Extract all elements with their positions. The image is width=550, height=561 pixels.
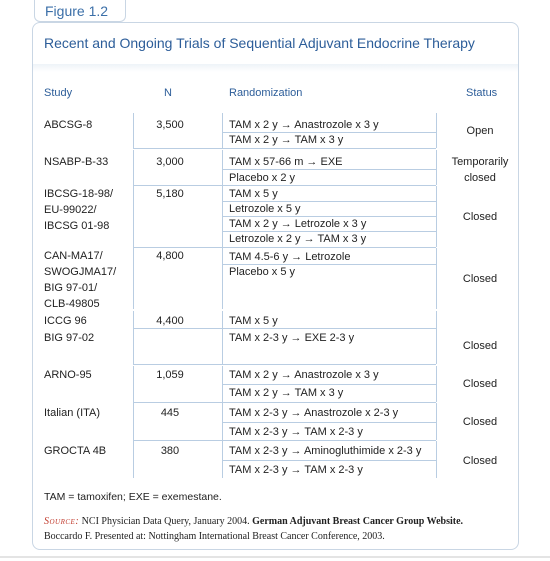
row-divider	[133, 364, 436, 365]
randomization-arm: TAM x 57-66 m → EXE	[229, 156, 343, 168]
column-divider	[133, 248, 134, 309]
randomization-arm: TAM x 2 y → Anastrozole x 3 y	[229, 369, 379, 381]
column-divider	[133, 403, 134, 440]
randomization-arm: TAM 4.5-6 y → Letrozole	[229, 251, 351, 263]
row-divider	[133, 148, 436, 149]
column-divider	[222, 113, 223, 148]
trial-status: Closed	[462, 378, 498, 390]
row-divider	[133, 328, 436, 329]
enrollment-n: 4,800	[156, 250, 184, 262]
randomization-arm: TAM x 2 y → TAM x 3 y	[229, 387, 344, 399]
study-name: ICCG 96	[44, 315, 87, 327]
column-divider	[133, 113, 134, 148]
column-divider	[436, 248, 437, 309]
column-divider	[436, 311, 437, 328]
arm-divider	[223, 460, 436, 461]
column-divider	[133, 366, 134, 402]
enrollment-n: 4,400	[156, 315, 184, 327]
arm-divider	[223, 384, 436, 385]
arm-divider	[223, 216, 436, 217]
study-name: GROCTA 4B	[44, 445, 107, 457]
page-bottom-rule	[0, 556, 550, 558]
study-name: EU-99022/	[44, 204, 97, 216]
source-text-1: NCI Physician Data Query, January 2004.	[79, 516, 253, 527]
study-name: ABCSG-8	[44, 119, 93, 131]
figure-label: Figure 1.2	[34, 0, 126, 22]
randomization-arm: Letrozole x 5 y	[229, 203, 301, 215]
column-divider	[436, 441, 437, 478]
column-divider	[133, 186, 134, 247]
randomization-arm: TAM x 2 y → TAM x 3 y	[229, 134, 344, 146]
randomization-arm: Letrozole x 2 y → TAM x 3 y	[229, 233, 367, 245]
title-divider	[33, 64, 518, 72]
trial-status: Temporarily	[451, 156, 509, 168]
trial-status: Closed	[462, 455, 498, 467]
column-divider	[436, 403, 437, 440]
study-name: BIG 97-01/	[44, 282, 98, 294]
column-header-study: Study	[44, 87, 73, 99]
source-text-2: Boccardo F. Presented at: Nottingham International Breast Cancer Conference, 2003.	[44, 531, 385, 542]
column-divider	[222, 248, 223, 309]
trial-status: Closed	[462, 416, 498, 428]
column-divider	[133, 311, 134, 328]
table-title: Recent and Ongoing Trials of Sequential Adjuvant Endocrine Therapy	[44, 35, 475, 51]
column-divider	[222, 366, 223, 402]
enrollment-n: 445	[160, 407, 180, 419]
study-name: Italian (ITA)	[44, 407, 101, 419]
trial-status: closed	[464, 172, 496, 184]
column-divider	[222, 328, 223, 364]
column-divider	[436, 113, 437, 148]
trial-status: Closed	[462, 211, 498, 223]
column-divider	[436, 366, 437, 402]
row-divider	[133, 185, 436, 186]
row-divider	[133, 402, 436, 403]
study-name: IBCSG-18-98/	[44, 188, 114, 200]
source-citation	[44, 514, 504, 544]
randomization-arm: Placebo x 5 y	[229, 266, 296, 278]
column-divider	[133, 328, 134, 364]
arm-divider	[223, 231, 436, 232]
arm-divider	[223, 422, 436, 423]
randomization-arm: Placebo x 2 y	[229, 172, 296, 184]
study-name: CAN-MA17/	[44, 250, 103, 262]
randomization-arm: TAM x 5 y	[229, 188, 278, 200]
row-divider	[133, 247, 436, 248]
randomization-arm: TAM x 2-3 y → TAM x 2-3 y	[229, 464, 363, 476]
column-divider	[133, 150, 134, 185]
column-header-status: Status	[466, 87, 498, 99]
randomization-arm: TAM x 2 y → Anastrozole x 3 y	[229, 119, 379, 131]
randomization-arm: TAM x 2-3 y → Anastrozole x 2-3 y	[229, 407, 399, 419]
trial-status: Open	[466, 125, 494, 137]
column-divider	[222, 403, 223, 440]
study-name: IBCSG 01-98	[44, 220, 110, 232]
arm-divider	[223, 132, 436, 133]
row-divider	[133, 440, 436, 441]
enrollment-n: 380	[160, 445, 180, 457]
study-name: NSABP-B-33	[44, 156, 109, 168]
enrollment-n: 5,180	[156, 188, 184, 200]
study-name: ARNO-95	[44, 369, 92, 381]
trial-status: Closed	[462, 340, 498, 352]
study-name: CLB-49805	[44, 298, 100, 310]
column-divider	[222, 150, 223, 185]
column-divider	[222, 311, 223, 328]
randomization-arm: TAM x 2-3 y → EXE 2-3 y	[229, 332, 355, 344]
source-bold-text: German Adjuvant Breast Cancer Group Website.	[252, 516, 464, 527]
arm-divider	[223, 264, 436, 265]
randomization-arm: TAM x 2 y → Letrozole x 3 y	[229, 218, 367, 230]
study-name: BIG 97-02	[44, 332, 95, 344]
column-divider	[436, 328, 437, 364]
randomization-arm: TAM x 2-3 y → Aminogluthimide x 2-3 y	[229, 445, 422, 457]
column-divider	[222, 441, 223, 478]
column-divider	[222, 186, 223, 247]
trial-status: Closed	[462, 273, 498, 285]
study-name: SWOGJMA17/	[44, 266, 117, 278]
column-divider	[436, 150, 437, 185]
enrollment-n: 3,500	[156, 119, 184, 131]
arm-divider	[223, 169, 436, 170]
column-header-n: N	[164, 87, 172, 99]
enrollment-n: 3,000	[156, 156, 184, 168]
arm-divider	[223, 201, 436, 202]
column-divider	[436, 186, 437, 247]
source-label: Source:	[44, 516, 80, 527]
footnote: TAM = tamoxifen; EXE = exemestane.	[44, 491, 222, 503]
column-header-randomization: Randomization	[229, 87, 303, 99]
enrollment-n: 1,059	[156, 369, 184, 381]
randomization-arm: TAM x 5 y	[229, 315, 278, 327]
randomization-arm: TAM x 2-3 y → TAM x 2-3 y	[229, 426, 363, 438]
column-divider	[133, 441, 134, 478]
